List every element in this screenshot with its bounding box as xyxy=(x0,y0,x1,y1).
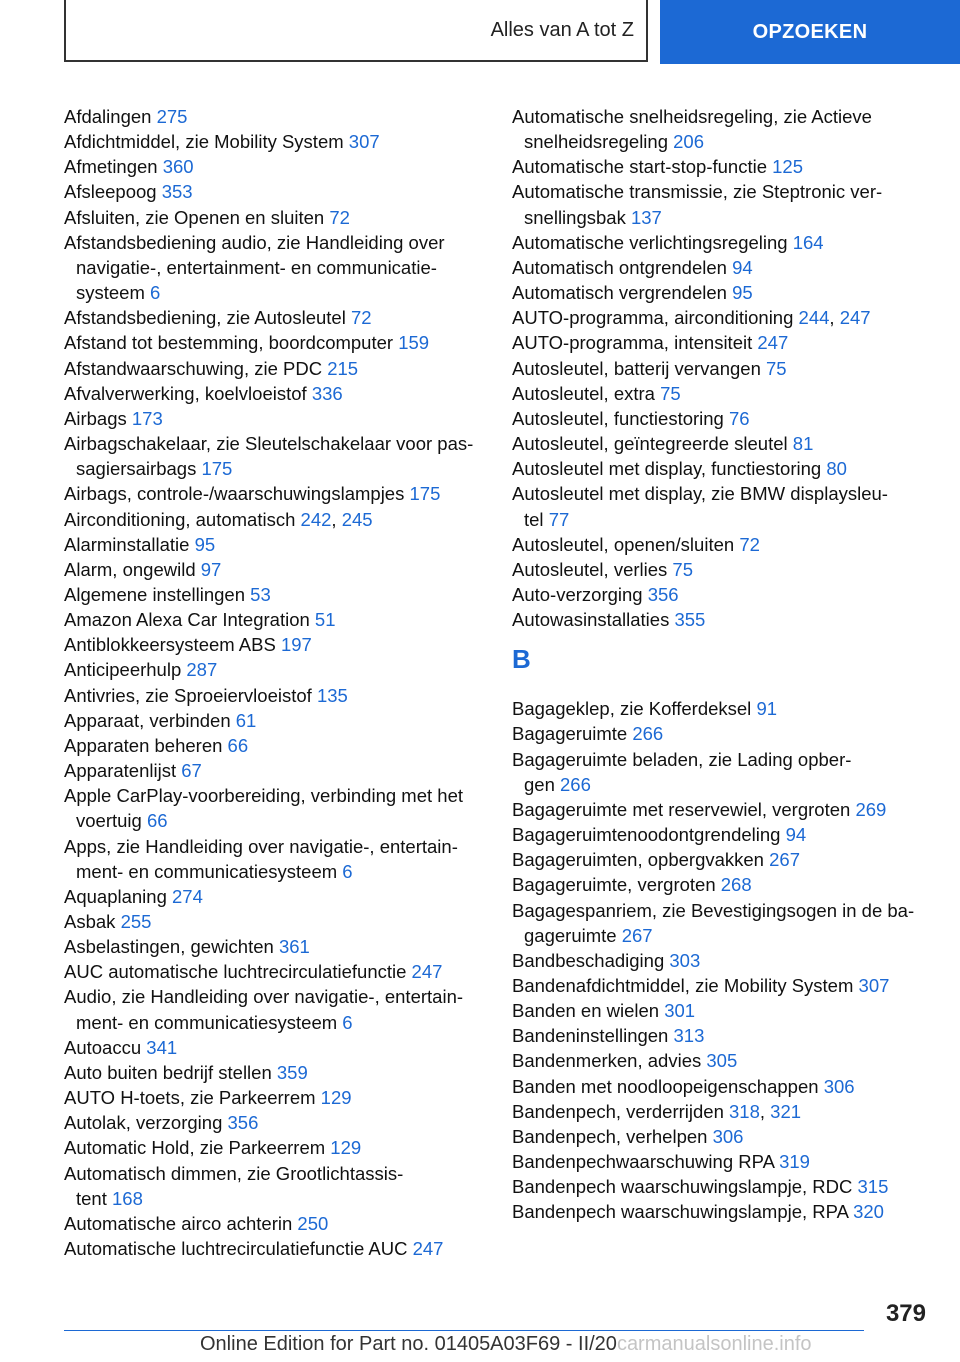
index-entry-text: Automatische start-stop-functie xyxy=(512,156,767,178)
index-entry-text: Automatische luchtrecirculatiefunctie AUC xyxy=(64,1238,408,1260)
page-reference-link[interactable]: 53 xyxy=(250,583,271,605)
page-reference-link[interactable]: 168 xyxy=(112,1187,143,1209)
page-reference-link[interactable]: 336 xyxy=(311,382,343,404)
page-reference-link[interactable]: 72 xyxy=(350,307,372,329)
index-entry xyxy=(512,1199,932,1224)
index-entry xyxy=(512,747,932,797)
index-entry-text: Autosleutel, functiestoring xyxy=(512,407,724,429)
index-entry xyxy=(512,1048,932,1073)
index-entry-text: Bandenpech, verderrijden xyxy=(512,1100,724,1122)
page-reference-link[interactable]: 361 xyxy=(278,936,310,958)
index-entry xyxy=(64,406,484,431)
index-entry xyxy=(512,797,932,822)
page-reference-link[interactable]: 135 xyxy=(316,684,348,706)
index-entry-text: Asbak xyxy=(64,911,116,932)
index-entry-text: AUC automatische luchtrecirculatiefunctie xyxy=(64,961,407,983)
page-reference-link[interactable]: 355 xyxy=(674,609,706,631)
tab-alles-label: Alles van A tot Z xyxy=(490,18,634,41)
index-entry-text: Autosleutel met display, zie BMW displaysleu- xyxy=(512,483,888,505)
index-entry xyxy=(64,708,484,733)
index-entry-text: Afsleepoog xyxy=(64,181,157,203)
index-entry-text: Airconditioning, automatisch xyxy=(64,508,296,530)
index-entry xyxy=(512,481,932,531)
index-entry-text: Bagageklep, zie Kofferdeksel xyxy=(512,698,752,720)
index-entry xyxy=(512,582,932,607)
page-reference-link[interactable]: 61 xyxy=(235,709,257,731)
page-reference-link[interactable]: 307 xyxy=(348,131,380,153)
index-entry-text: Automatische transmissie, zie Steptronic ver- xyxy=(512,181,883,203)
index-entry xyxy=(512,230,932,255)
index-entry xyxy=(512,1074,932,1099)
page-reference-link[interactable]: 94 xyxy=(785,824,807,846)
index-entry-text: AUTO-programma, intensiteit xyxy=(512,332,753,354)
page-reference-link[interactable]: 305 xyxy=(706,1050,738,1072)
index-entry xyxy=(512,973,932,998)
page-reference-link[interactable]: 67 xyxy=(181,760,202,782)
index-entry-text: Audio, zie Handleiding over navigatie-, entertain- xyxy=(64,986,464,1008)
index-entry xyxy=(512,255,932,280)
page-reference-link[interactable]: 244 xyxy=(798,307,830,329)
page-reference-link[interactable]: 66 xyxy=(146,810,168,832)
page-reference-link[interactable]: 287 xyxy=(186,659,218,681)
index-entry xyxy=(64,733,484,758)
page-reference-link[interactable]: 72 xyxy=(329,206,350,228)
page-reference-link[interactable]: 197 xyxy=(280,634,312,656)
footer xyxy=(200,1333,960,1361)
index-entry xyxy=(512,822,932,847)
index-entry xyxy=(64,1211,484,1236)
index-entry xyxy=(64,657,484,682)
page-reference-link[interactable]: 75 xyxy=(766,357,787,379)
index-entry-text: Autoaccu xyxy=(64,1036,142,1058)
index-entry-text: Afstand tot bestemming, boordcomputer xyxy=(64,332,394,354)
index-entry xyxy=(512,431,932,456)
index-entry-text: Afdichtmiddel, zie Mobility System xyxy=(64,131,344,153)
page-reference-link[interactable]: 164 xyxy=(792,231,824,253)
page-reference-link[interactable]: 76 xyxy=(729,407,750,429)
index-entry-text: Apparaat, verbinden xyxy=(64,709,231,731)
index-entry-text: AUTO H-toets, zie Parkeerrem xyxy=(64,1087,316,1109)
page-reference-link[interactable]: 301 xyxy=(664,1000,696,1022)
index-column-right xyxy=(512,104,932,1225)
page-reference-link[interactable]: 268 xyxy=(720,874,752,896)
index-entry xyxy=(512,179,932,229)
footer-edition-text: Online Edition for Part no. 01405A03F69 - II/20 xyxy=(200,1333,617,1355)
index-entry xyxy=(512,607,932,632)
index-entry xyxy=(64,632,484,657)
footer-watermark: carmanualsonline.info xyxy=(616,1333,812,1355)
index-entry-text: Automatische snelheidsregeling, zie Actieve xyxy=(512,106,872,127)
index-entry-text: AUTO-programma, airconditioning xyxy=(512,307,794,329)
index-entry-text: Automatisch dimmen, zie Grootlichtassis- xyxy=(64,1162,404,1184)
index-entry xyxy=(64,683,484,708)
index-entry xyxy=(512,721,932,746)
page-reference-link[interactable]: 315 xyxy=(857,1176,889,1198)
index-entry-text: navigatie-, entertainment- en communicatie- xyxy=(76,256,437,278)
section-letter-b: B xyxy=(512,644,531,675)
index-entry xyxy=(64,179,484,204)
page-reference-link[interactable]: 6 xyxy=(342,1011,353,1033)
index-entry xyxy=(64,532,484,557)
page-reference-link[interactable]: 129 xyxy=(330,1137,362,1159)
index-entry-text: Autosleutel, batterij vervangen xyxy=(512,357,761,379)
index-entry-text: Autosleutel, verlies xyxy=(512,558,668,580)
page-reference-link[interactable]: 306 xyxy=(712,1125,744,1147)
page-reference-link[interactable]: 247 xyxy=(412,1238,444,1260)
index-entry xyxy=(64,1236,484,1261)
page-reference-link[interactable]: 320 xyxy=(853,1201,884,1223)
index-entry-text: Bandenpechwaarschuwing RPA xyxy=(512,1151,774,1173)
index-entry-text: Afvalverwerking, koelvloeistof xyxy=(64,382,307,404)
index-entry-text: Afstandsbediening, zie Autosleutel xyxy=(64,307,346,329)
index-entry-text: Autosleutel, openen/sluiten xyxy=(512,533,735,555)
index-entry xyxy=(64,381,484,406)
page-reference-link[interactable]: 313 xyxy=(673,1025,705,1047)
page-reference-link[interactable]: 269 xyxy=(855,798,887,820)
index-entry-text: Automatisch vergrendelen xyxy=(512,282,727,304)
page-reference-link[interactable]: 247 xyxy=(757,332,789,354)
page-reference-link[interactable]: 307 xyxy=(858,975,890,996)
page-reference-link[interactable]: 359 xyxy=(276,1061,308,1083)
page-reference-link[interactable]: 274 xyxy=(172,885,203,907)
page-reference-link[interactable]: 175 xyxy=(409,483,441,505)
index-entry xyxy=(512,456,932,481)
index-entry-text: Airbags, controle-/waarschuwingslampjes xyxy=(64,483,405,505)
index-entry xyxy=(512,1174,932,1199)
index-entry-text: Anticipeerhulp xyxy=(64,659,182,681)
index-entry-text: Bandenpech waarschuwingslampje, RDC xyxy=(512,1176,853,1198)
page-reference-link[interactable]: 255 xyxy=(120,911,152,932)
page-reference-link[interactable]: 215 xyxy=(327,357,359,379)
tab-opzoeken-label: OPZOEKEN xyxy=(752,20,868,43)
index-entry-text: Apparatenlijst xyxy=(64,760,177,782)
index-entry-text: Bagagespanriem, zie Bevestigingsogen in de ba- xyxy=(512,899,915,921)
index-entry xyxy=(64,909,484,934)
page-reference-link[interactable]: 173 xyxy=(131,407,163,429)
page-number: 379 xyxy=(885,1300,926,1327)
index-entry xyxy=(512,948,932,973)
index-entry xyxy=(64,481,484,506)
index-entry xyxy=(64,230,484,305)
index-entry xyxy=(64,884,484,909)
index-entry xyxy=(512,872,932,897)
index-entry-text: Alarm, ongewild xyxy=(64,558,196,580)
footer-divider xyxy=(64,1330,864,1331)
index-entry xyxy=(512,898,932,948)
index-entry-text: Bandenpech, verhelpen xyxy=(512,1125,708,1147)
index-entry-text: Afdalingen xyxy=(64,106,152,127)
page-reference-link[interactable]: 66 xyxy=(227,734,249,756)
index-entry-text: Bandenpech waarschuwingslampje, RPA xyxy=(512,1201,848,1223)
index-entry-text: Autosleutel met display, functiestoring xyxy=(512,458,822,480)
index-entry xyxy=(64,834,484,884)
index-entry xyxy=(512,104,932,154)
index-entry-text: Automatische verlichtingsregeling xyxy=(512,231,788,253)
index-entry-text: ment- en communicatiesysteem xyxy=(76,860,338,882)
page-reference-link[interactable]: 267 xyxy=(621,924,653,946)
index-entry xyxy=(64,984,484,1034)
index-entry-text: Bagageruimte, vergroten xyxy=(512,874,716,896)
index-group-b xyxy=(512,696,932,1224)
index-entry xyxy=(64,1060,484,1085)
page-reference-link[interactable]: 250 xyxy=(297,1212,329,1234)
index-entry-text: Apps, zie Handleiding over navigatie-, entertain- xyxy=(64,835,458,857)
index-entry-text: sagiersairbags xyxy=(76,458,197,480)
page-reference-link[interactable]: 360 xyxy=(162,156,194,178)
index-entry xyxy=(512,280,932,305)
page-reference-link[interactable]: 95 xyxy=(732,282,753,304)
index-entry xyxy=(64,1161,484,1211)
index-entry-text: Autosleutel, extra xyxy=(512,382,655,404)
index-entry xyxy=(64,1085,484,1110)
page-reference-link[interactable]: 275 xyxy=(156,106,188,127)
page-reference-link[interactable]: 245 xyxy=(341,508,373,530)
index-entry-text: Bagageruimten, opbergvakken xyxy=(512,849,764,871)
page-reference-link[interactable]: 247 xyxy=(411,961,443,983)
page-reference-link[interactable]: 242 xyxy=(300,508,332,530)
page-reference-link[interactable]: 353 xyxy=(161,181,193,203)
index-entry-text: snellingsbak xyxy=(524,206,626,228)
index-entry-text: Alarminstallatie xyxy=(64,533,190,555)
index-column-left xyxy=(64,104,484,1261)
index-entry-text: Bagageruimte met reservewiel, vergroten xyxy=(512,798,851,820)
index-entry-text: Apparaten beheren xyxy=(64,734,223,756)
index-entry-text: Bandbeschadiging xyxy=(512,949,665,971)
index-entry-text: Aquaplaning xyxy=(64,885,167,907)
page-reference-link[interactable]: 6 xyxy=(150,282,161,304)
index-entry xyxy=(64,758,484,783)
page-reference-link[interactable]: 75 xyxy=(660,382,681,404)
index-entry-text: Bandeninstellingen xyxy=(512,1025,669,1047)
index-entry-text: Bagageruimtenoodontgrendeling xyxy=(512,824,781,846)
index-entry xyxy=(512,1023,932,1048)
page-reference-link[interactable]: 125 xyxy=(772,156,804,178)
page-reference-link[interactable]: 95 xyxy=(194,533,216,555)
index-entry: Airconditioning, automatisch 242, 245 xyxy=(64,508,373,530)
page-reference-link[interactable]: 341 xyxy=(146,1036,178,1058)
index-entry-text: Bandenafdichtmiddel, zie Mobility System xyxy=(512,975,854,996)
index-entry-text: ment- en communicatiesysteem xyxy=(76,1011,338,1033)
page-reference-link[interactable]: 129 xyxy=(320,1087,352,1109)
index-entry-text: Autowasinstallaties xyxy=(512,609,670,631)
index-entry-text: tent xyxy=(76,1187,107,1209)
index-entry xyxy=(64,582,484,607)
index-entry xyxy=(512,1149,932,1174)
page-reference-link[interactable]: 77 xyxy=(548,508,570,530)
index-entry xyxy=(512,557,932,582)
index-entry-text: voertuig xyxy=(76,810,142,832)
page-reference-link[interactable]: 321 xyxy=(770,1100,802,1122)
index-entry xyxy=(64,129,484,154)
index-entry xyxy=(512,998,932,1023)
tab-opzoeken[interactable] xyxy=(660,0,960,64)
page-reference-link[interactable]: 306 xyxy=(823,1075,855,1097)
index-entry xyxy=(512,381,932,406)
index-entry: Bandenpech, verderrijden 318, 321 xyxy=(512,1100,802,1122)
index-entry xyxy=(64,783,484,833)
index-entry-text: Afmetingen xyxy=(64,156,158,178)
index-entry-text: systeem xyxy=(76,282,145,304)
index-entry-text: Autolak, verzorging xyxy=(64,1112,223,1134)
index-entry xyxy=(64,557,484,582)
index-entry xyxy=(64,1135,484,1160)
page-reference-link[interactable]: 94 xyxy=(732,256,753,278)
page-reference-link[interactable]: 175 xyxy=(201,458,233,480)
page-reference-link[interactable]: 75 xyxy=(672,558,693,580)
index-entry xyxy=(64,104,484,129)
page-reference-link[interactable]: 318 xyxy=(729,1100,760,1122)
index-entry xyxy=(512,356,932,381)
index-entry xyxy=(64,959,484,984)
index-entry-text: Airbagschakelaar, zie Sleutelschakelaar voor pas- xyxy=(64,433,474,455)
page-reference-link[interactable]: 80 xyxy=(826,458,847,480)
page-reference-link[interactable]: 97 xyxy=(200,558,222,580)
index-entry xyxy=(64,305,484,330)
index-entry-text: Afstandwaarschuwing, zie PDC xyxy=(64,357,323,379)
index-entry-text: tel xyxy=(524,508,544,530)
index-group-a xyxy=(512,104,932,632)
page-reference-link[interactable]: 91 xyxy=(756,698,778,720)
index-entry xyxy=(64,330,484,355)
page-reference-link[interactable]: 72 xyxy=(739,533,760,555)
index-entry xyxy=(512,696,932,721)
page-reference-link[interactable]: 267 xyxy=(769,849,800,871)
index-entry xyxy=(64,431,484,481)
index-entry xyxy=(512,154,932,179)
index-entry-text: Bandenmerken, advies xyxy=(512,1050,702,1072)
page-reference-link[interactable]: 81 xyxy=(792,433,814,455)
index-entry xyxy=(512,330,932,355)
index-entry-text: Auto-verzorging xyxy=(512,583,643,605)
index-entry-text: Apple CarPlay-voorbereiding, verbinding met het xyxy=(64,785,463,807)
index-entry xyxy=(64,1035,484,1060)
index-entry-text: Asbelastingen, gewichten xyxy=(64,936,274,958)
page-reference-link[interactable]: 303 xyxy=(669,949,701,971)
index-entry: AUTO-programma, airconditioning 244, 247 xyxy=(512,307,871,329)
page-reference-link[interactable]: 356 xyxy=(227,1112,259,1134)
index-entry-text: Airbags xyxy=(64,407,127,429)
index-entry-text: Afstandsbediening audio, zie Handleiding over xyxy=(64,231,445,253)
page-reference-link[interactable]: 137 xyxy=(630,206,662,228)
index-entry xyxy=(512,847,932,872)
top-navigation xyxy=(0,0,960,64)
page-reference-link[interactable]: 206 xyxy=(673,131,705,153)
page-reference-link[interactable]: 319 xyxy=(779,1151,810,1173)
index-entry xyxy=(64,934,484,959)
page-reference-link[interactable]: 51 xyxy=(314,609,336,631)
index-entry-text: gen xyxy=(524,773,555,795)
index-entry-text: Algemene instellingen xyxy=(64,583,246,605)
index-entry-text: Banden en wielen xyxy=(512,1000,660,1022)
index-entry xyxy=(64,205,484,230)
index-entry-text: Automatische airco achterin xyxy=(64,1212,293,1234)
page-reference-link[interactable]: 356 xyxy=(647,583,679,605)
index-entry-text: Autosleutel, geïntegreerde sleutel xyxy=(512,433,788,455)
index-entry xyxy=(64,154,484,179)
page-reference-link[interactable]: 6 xyxy=(342,860,353,882)
tab-alles-van-a-tot-z[interactable] xyxy=(64,0,648,62)
index-entry-text: Banden met noodloopeigenschappen xyxy=(512,1075,819,1097)
page-reference-link[interactable]: 266 xyxy=(632,723,664,745)
index-entry-text: Afsluiten, zie Openen en sluiten xyxy=(64,206,325,228)
page-reference-link[interactable]: 266 xyxy=(560,773,591,795)
index-entry-text: Bagageruimte beladen, zie Lading opber- xyxy=(512,748,852,770)
index-entry-text: snelheidsregeling xyxy=(524,131,668,153)
index-entry xyxy=(512,406,932,431)
index-entry-text: Bagageruimte xyxy=(512,723,628,745)
index-entry-text: Antiblokkeersysteem ABS xyxy=(64,634,276,656)
page-reference-link[interactable]: 159 xyxy=(398,332,430,354)
index-entry-text: Amazon Alexa Car Integration xyxy=(64,609,310,631)
index-entry xyxy=(64,356,484,381)
index-entry xyxy=(512,1124,932,1149)
index-entry-text: Automatisch ontgrendelen xyxy=(512,256,727,278)
index-entry xyxy=(64,1110,484,1135)
index-entry-text: Auto buiten bedrijf stellen xyxy=(64,1061,272,1083)
index-entry xyxy=(512,532,932,557)
index-entry-text: gageruimte xyxy=(524,924,617,946)
index-entry xyxy=(64,607,484,632)
page-reference-link[interactable]: 247 xyxy=(839,307,871,329)
index-entry-text: Automatic Hold, zie Parkeerrem xyxy=(64,1137,326,1159)
index-entry-text: Antivries, zie Sproeiervloeistof xyxy=(64,684,312,706)
